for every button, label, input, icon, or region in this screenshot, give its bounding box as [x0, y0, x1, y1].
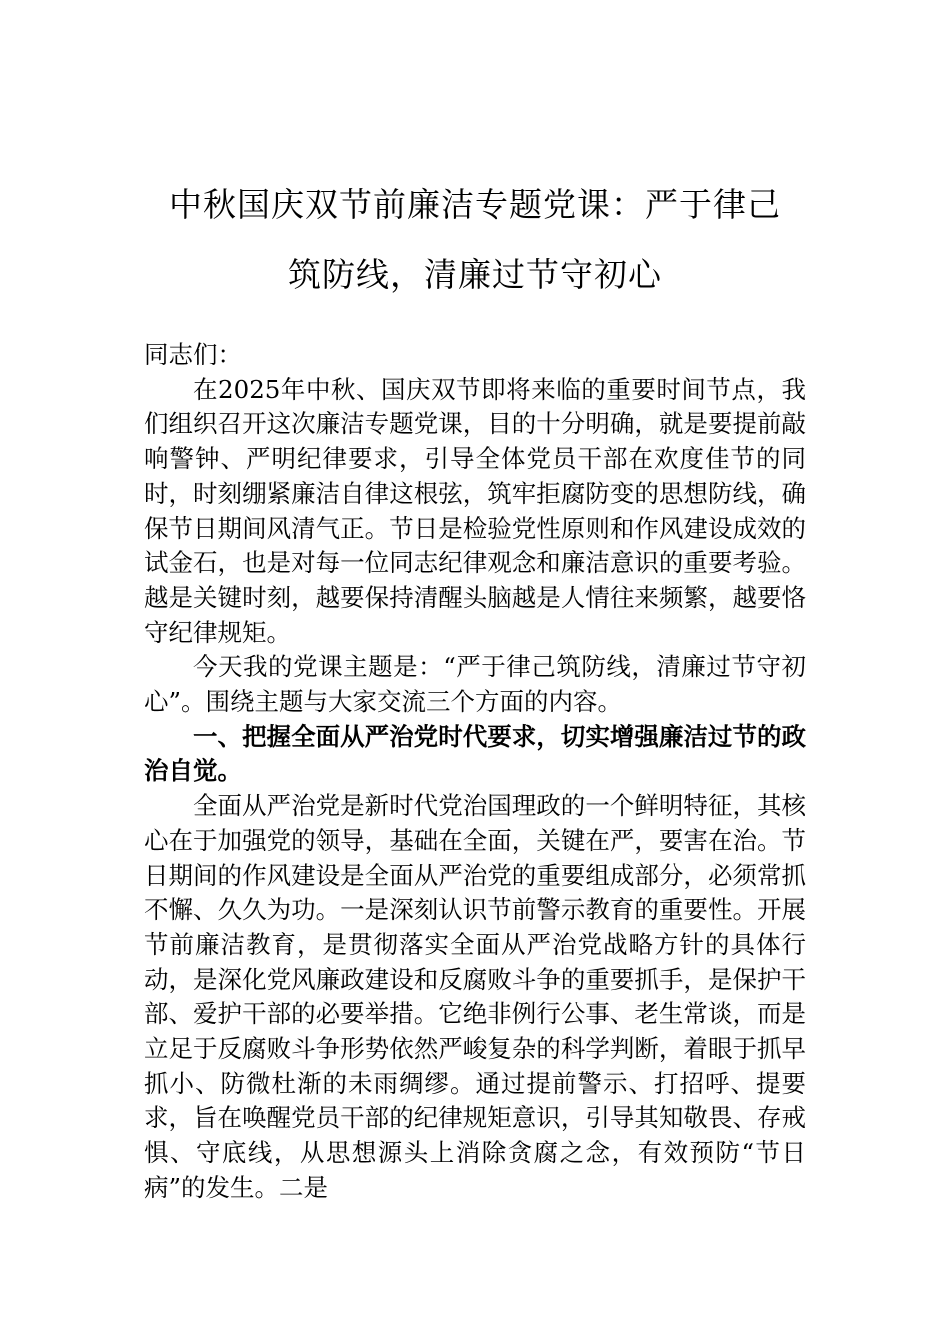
paragraph-section-1: 全面从严治党是新时代党治国理政的一个鲜明特征，其核心在于加强党的领导，基础在全面，关键在严，要害在治。节日期间的作风建设是全面从严治党的重要组成部分，必须常抓不懈、久久为功。一是深刻认识节前警示教育的重要性。开展节前廉洁教育，是贯彻落实全面从严治党战略方针的具体行动，是深化党风廉政建设和反腐败斗争的重要抓手，是保护干部、爱护干部的必要举措。它绝非例行公事、老生常谈，而是立足于反腐败斗争形势依然严峻复杂的科学判断，着眼于抓早抓小、防微杜渐的未雨绸缪。通过提前警示、打招呼、提要求，旨在唤醒党员干部的纪律规矩意识，引导其知敬畏、存戒惧、守底线，从思想源头上消除贪腐之念，有效预防“节日病”的发生。二是 [144, 791, 806, 1202]
salutation: 同志们： [144, 340, 242, 369]
document-title [140, 170, 810, 310]
title-line-2: 筑防线，清廉过节守初心 [288, 255, 662, 294]
section-heading-1: 一、把握全面从严治党时代要求，切实增强廉洁过节的政治自觉。 [144, 721, 806, 786]
paragraph-theme: 今天我的党课主题是：“严于律己筑防线，清廉过节守初心”。围绕主题与大家交流三个方面的内容。 [144, 652, 806, 717]
paragraph-intro: 在2025年中秋、国庆双节即将来临的重要时间节点，我们组织召开这次廉洁专题党课，目的十分明确，就是要提前敲响警钟、严明纪律要求，引导全体党员干部在欢度佳节的同时，时刻绷紧廉洁自律这根弦，筑牢拒腐防变的思想防线，确保节日期间风清气正。节日是检验党性原则和作风建设成效的试金石，也是对每一位同志纪律观念和廉洁意识的重要考验。越是关键时刻，越要保持清醒头脑越是人情往来频繁，越要恪守纪律规矩。 [144, 374, 806, 647]
title-line-1: 中秋国庆双节前廉洁专题党课：严于律己 [169, 185, 781, 224]
document-body [144, 338, 806, 1206]
